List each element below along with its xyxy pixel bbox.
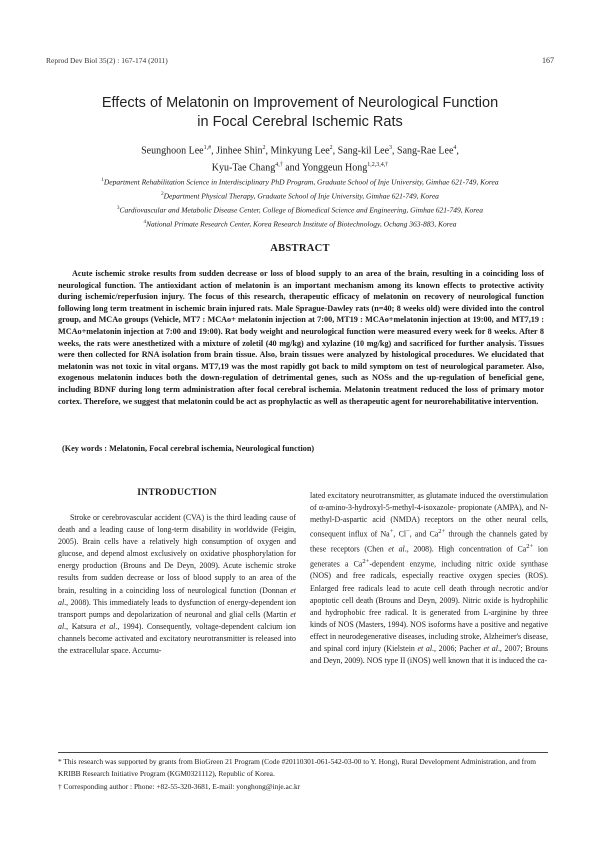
author-affiliation-mark: 4,† (275, 162, 283, 169)
author-name: Minkyung Lee (270, 145, 330, 157)
text-run: ., 2008). High concentration of Ca (404, 544, 527, 554)
affiliation-item (40, 175, 560, 189)
affiliation-item (40, 203, 560, 217)
footnote-grant: * This research was supported by grants from BioGreen 21 Program (Code #20110301-061-542-03-00 to Y. Hong), Rural Development Administration, and from KRIBB Research Initiative Program (KGM0321112), Republic of Korea. (58, 757, 537, 778)
author-line-2 (40, 158, 560, 175)
text-run: ., 2006; Pacher (432, 644, 484, 653)
author-affiliation-mark: 4 (453, 145, 457, 151)
text-run: ., 2008). This immediately leads to dysfunction of energy-dependent ion transport pumps and depolarization of neuronal and glial cells (Martin (58, 597, 296, 619)
abstract-body: Acute ischemic stroke results from sudden decrease or loss of blood supply to an area of the brain, resulting in a coinciding loss of neurological function. The antioxidant action of melatonin is an important mechanism among its known effects to protective activity during ischemic/reperfusion injury. The focus of this research, therapeutic efficacy of melatonin on recovery of neurological function following long term treatment in ischemic brain injured rats. Male Sprague-Dawley rats (n=40; 8 weeks old) were divided into the control group, and MCAo groups (Vehicle, MT7 : MCAo+ melatonin injection at 7:00, MT19 : MCAo+melatonin injection at 19:00, and MT7,19 : MCAo+melatonin injection at 7:00 and 19:00). Rat body weight and neurological function were measured every week for 8 weeks. After 8 weeks, the rats were anesthetized with a mixture of zoletil (40 mg/kg) and xylazine (10 mg/kg) and sacrificed for further analysis. Tissues were then collected for RNA isolation from brain tissue. Also, brain tissues were analyzed by histological procedures. We elucidated that melatonin was not toxic in vital organs. MT7,19 was the most rapidly got back to mild symptom on test of neurological parameter. Also, exogenous melatonin induces both the down-regulation of detrimental genes, such as NOSs and the up-regulation of beneficial gene, including BDNF during long term administration after focal cerebral ischemia. Melatonin treatment reduced the loss of primary motor cortex. Therefore, we suggest that melatonin could be act as prophylactic as well as therapeutic agent for neurorehabilitative intervention. (58, 269, 544, 406)
affiliation-item (40, 189, 560, 203)
superscript: + (389, 528, 394, 536)
introduction-paragraph-right (310, 490, 548, 667)
author-separator: , (211, 145, 217, 157)
author-affiliation-mark: 2 (262, 145, 266, 151)
superscript: − (406, 528, 410, 536)
affiliation-text: National Primate Research Center, Korea Research Institute of Biotechnology, Ochang 363-883, Korea (145, 219, 457, 229)
text-run-italic: et al (483, 644, 498, 653)
left-column (58, 488, 296, 657)
title-line-2: in Focal Cerebral Ischemic Rats (197, 114, 403, 130)
author-affiliation-mark: 3 (389, 145, 393, 151)
right-column (310, 490, 548, 667)
affiliation-number: 4 (143, 220, 146, 225)
superscript: 2+ (438, 528, 446, 536)
affiliation-number: 1 (101, 178, 104, 183)
title-line-1: Effects of Melatonin on Improvement of Neurological Function (101, 95, 499, 111)
author-affiliation-mark: 2 (329, 145, 333, 151)
affiliation-text: Department Physical Therapy, Graduate School of Inje University, Gimhae 621-749, Korea (163, 191, 439, 201)
page-number: 167 (542, 56, 554, 65)
text-run-italic: et al (58, 609, 296, 631)
journal-reference: Reprod Dev Biol 35(2) : 167-174 (2011) (46, 56, 168, 65)
text-run: ion generates a Ca (310, 544, 548, 569)
author-separator: , (265, 145, 271, 157)
text-run: ., 2007; Brouns and Deyn, 2009). NOS type II (iNOS) well known that it is induced the ca- (310, 644, 548, 666)
text-run-italic: et al (58, 585, 296, 607)
affiliation-list (40, 175, 560, 231)
superscript: 2+ (362, 557, 370, 565)
footnote-corresponding-author: † Corresponding author : Phone: +82-55-320-3681, E-mail: yonghong@inje.ac.kr (58, 782, 301, 791)
abstract-heading: ABSTRACT (270, 243, 330, 254)
affiliation-text: Department Rehabilitation Science in Interdisciplinary PhD Program, Graduate School of Inje University, Gimhae 621-749, Korea (103, 177, 499, 187)
introduction-paragraph-left (58, 512, 296, 657)
author-separator: , (392, 145, 398, 157)
keywords: (Key words : Melatonin, Focal cerebral ischemia, Neurological function) (62, 444, 315, 453)
author-name: Sang-kil Lee (337, 145, 390, 157)
paper-title (40, 94, 560, 132)
author-name: Seunghoon Lee (141, 145, 204, 157)
affiliation-item (40, 217, 560, 231)
text-run: lated excitatory neurotransmitter, as glutamate induced the overstimulation of α-amino-3-hydroxyl-5-methyl-4-isoxazole- propionate (AMPA), and N-methyl-D-aspartic acid (NMDA) receptors on the other neural cells, consequent influx of Na (310, 491, 548, 539)
footnote-divider (58, 752, 548, 753)
affiliation-number: 3 (116, 206, 120, 211)
text-run: through the channels gated by these receptors (Chen (310, 529, 549, 554)
introduction-heading: INTRODUCTION (137, 488, 217, 498)
text-run: Stroke or cerebrovascular accident (CVA) is the third leading cause of death and a leading cause of long-term disability in worldwide (Feigin, 2005). Brain cells have a relatively high consumption of oxygen and glucose, and depend almost exclusively on oxidative phosphorylation for energy production (Brouns and De Deyn, 2009). Acute ischemic stroke results from sudden decrease or loss of blood supply to an area of the brain, resulting in a coinciding loss of neurological function (Donnan (58, 513, 296, 595)
text-run: -dependent enzyme, including nitric oxide synthase (NOS) and free radicals, especially reactive oxygen species (ROS). Enlarged free radicals lead to acute cell death through necrotic and/or apoptotic cell death (Brouns and Deyn, 2009). Nitric oxide is hydrophilic and hydrophobic free radical. It is generated from L-arginine by three kinds of NOS (Masters, 1994). NOS isoforms have a positive and negative effect in neurodegenerative diseases, including stroke, Alzheimer's disease, and spinal cord injury (Kielstein (310, 559, 548, 653)
author-separator: and (282, 162, 302, 174)
text-run-italic: et al (99, 621, 116, 631)
author-separator: , (456, 145, 459, 157)
affiliation-text: Cardiovascular and Metabolic Disease Center, College of Biomedical Science and Engineering, Gimhae 621-749, Korea (119, 205, 484, 215)
text-run: , Cl (393, 529, 407, 539)
author-affiliation-mark: 1,# (203, 145, 212, 151)
author-line-1 (40, 141, 560, 158)
text-run-italic: et al (417, 644, 433, 653)
affiliation-number: 2 (161, 192, 164, 197)
author-affiliation-mark: 1,2,3,4,† (367, 162, 389, 169)
author-name: Kyu-Tae Chang (211, 162, 276, 174)
text-run: , and Ca (409, 529, 439, 539)
text-run: ., 1994). Consequently, voltage-dependent calcium ion channels become activated and excitatory neurotransmitter is released into the extracellular space. Accumu- (58, 621, 296, 656)
text-run: ., Katsura (64, 621, 100, 631)
author-separator: , (332, 145, 338, 157)
superscript: 2+ (526, 543, 534, 550)
text-run-italic: et al (388, 544, 405, 554)
author-list (40, 141, 560, 176)
author-name: Jinhee Shin (216, 145, 263, 157)
author-name: Yonggeun Hong (301, 162, 368, 174)
author-name: Sang-Rae Lee (397, 145, 454, 157)
